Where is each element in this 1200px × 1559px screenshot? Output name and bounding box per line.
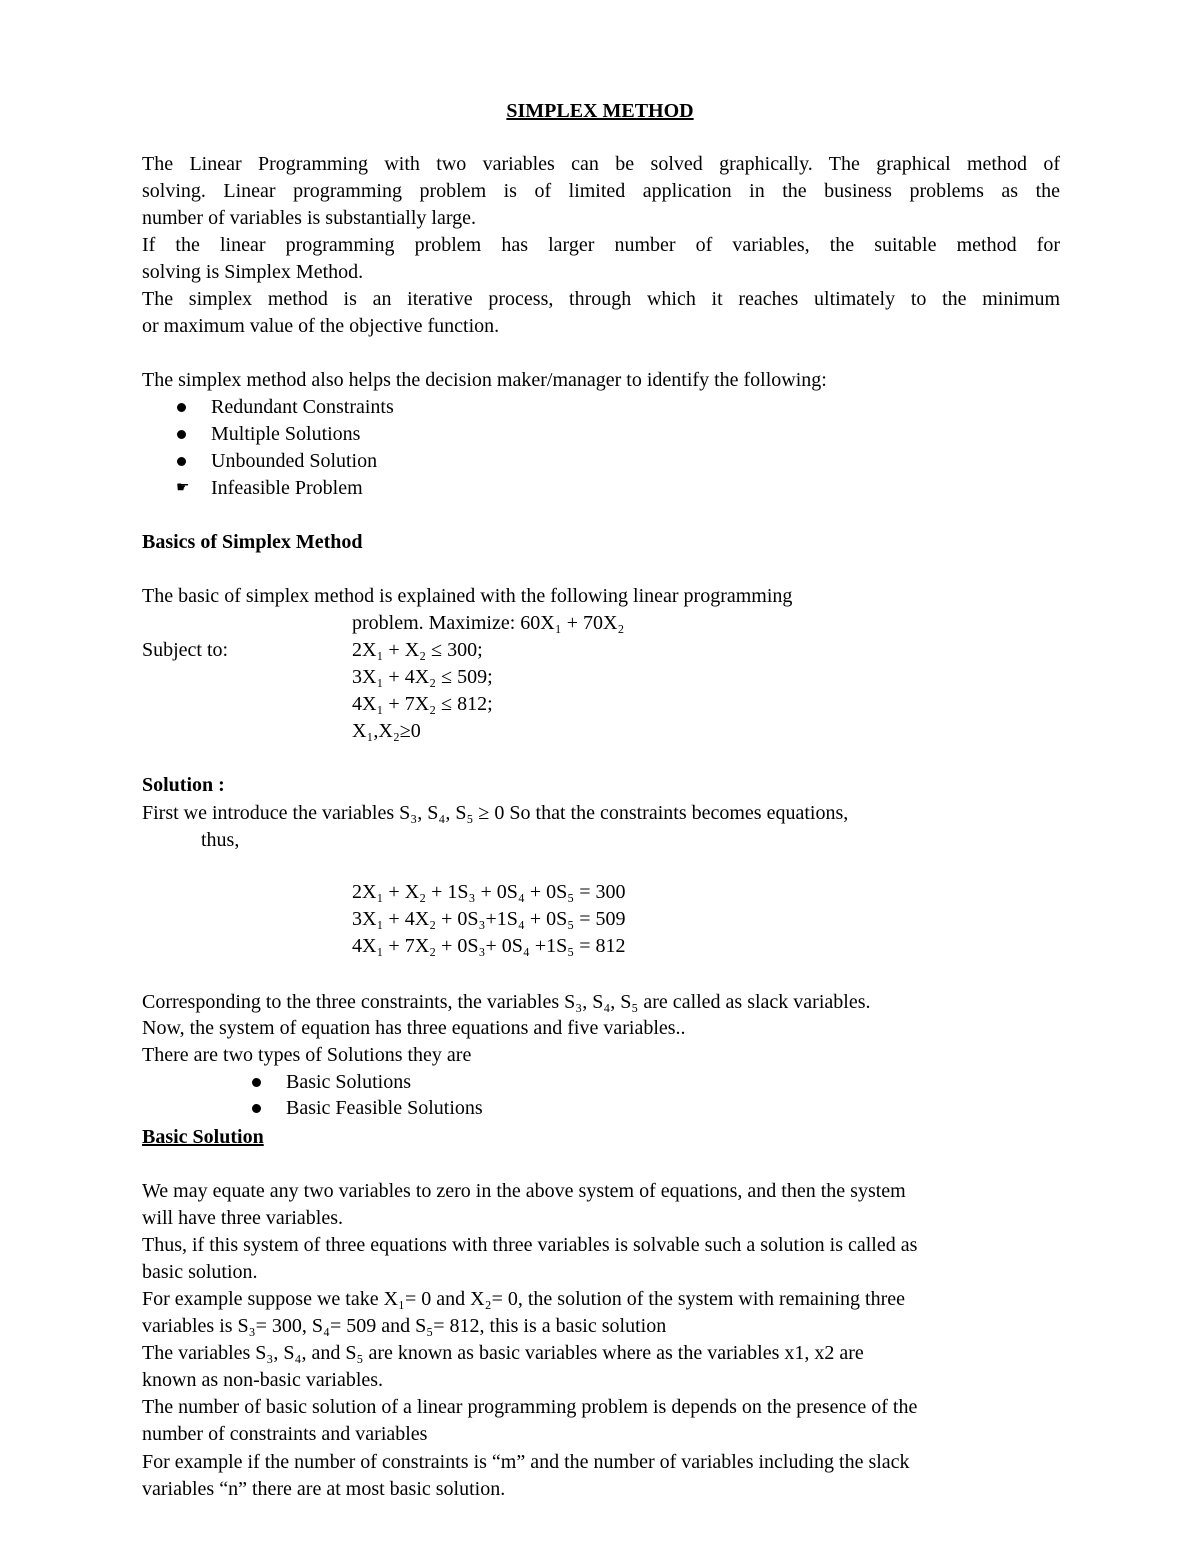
basic-solution-line: will have three variables. <box>142 1207 344 1229</box>
constraint: 2X₁ + X₂ ≤ 300; <box>352 639 483 661</box>
solution-line: thus, <box>201 829 240 851</box>
bullet-dot-icon <box>177 457 186 466</box>
identify-lead: The simplex method also helps the decision maker/manager to identify the following: <box>142 369 827 391</box>
basic-solution-line: number of constraints and variables <box>142 1423 428 1445</box>
section-heading: Basics of Simplex Method <box>142 531 363 553</box>
bullet-dot-icon <box>252 1104 261 1113</box>
basic-solution-line: The variables S₃, S₄, and S₅ are known as basic variables where as the variables x1, x2 are <box>142 1342 864 1364</box>
equation: 4X₁ + 7X₂ + 0S₃+ 0S₄ +1S₅ = 812 <box>352 935 626 957</box>
basic-solution-line: For example suppose we take X₁= 0 and X₂= 0, the solution of the system with remaining three <box>142 1288 906 1310</box>
bullet-dot-icon <box>252 1078 261 1087</box>
list-item: Basic Feasible Solutions <box>286 1097 483 1119</box>
basic-solution-line: variables “n” there are at most basic solution. <box>142 1478 506 1500</box>
section-heading: Basic Solution <box>142 1126 264 1148</box>
constraint: 3X₁ + 4X₂ ≤ 509; <box>352 666 493 688</box>
section-heading: Solution : <box>142 774 225 796</box>
intro-line: solving. Linear programming problem is of limited application in the business problems as the <box>142 180 1060 202</box>
bullet-dot-icon <box>177 403 186 412</box>
intro-line: number of variables is substantially large. <box>142 207 476 229</box>
basics-line: The basic of simplex method is explained with the following linear programming <box>142 585 793 607</box>
subject-to-label: Subject to: <box>142 639 229 661</box>
page-title: SIMPLEX METHOD <box>506 100 694 122</box>
intro-line: If the linear programming problem has larger number of variables, the suitable method for <box>142 234 1060 256</box>
basic-solution-line: basic solution. <box>142 1261 258 1283</box>
constraint: X₁,X₂≥0 <box>352 720 421 742</box>
solution-line: There are two types of Solutions they are <box>142 1044 472 1066</box>
list-item: Multiple Solutions <box>211 423 361 445</box>
equation: 3X₁ + 4X₂ + 0S₃+1S₄ + 0S₅ = 509 <box>352 908 626 930</box>
pointing-hand-icon: ☛ <box>176 480 190 496</box>
list-item: Redundant Constraints <box>211 396 394 418</box>
basic-solution-line: The number of basic solution of a linear programming problem is depends on the presence of the <box>142 1396 918 1418</box>
equation: 2X₁ + X₂ + 1S₃ + 0S₄ + 0S₅ = 300 <box>352 881 626 903</box>
solution-line: First we introduce the variables S₃, S₄, S₅ ≥ 0 So that the constraints becomes equations, <box>142 802 849 824</box>
objective-function: problem. Maximize: 60X₁ + 70X₂ <box>352 612 625 634</box>
intro-line: solving is Simplex Method. <box>142 261 364 283</box>
bullet-dot-icon <box>177 430 186 439</box>
basic-solution-line: For example if the number of constraints is “m” and the number of variables including the slack <box>142 1451 910 1473</box>
basic-solution-line: known as non-basic variables. <box>142 1369 384 1391</box>
solution-line: Now, the system of equation has three equations and five variables.. <box>142 1017 686 1039</box>
solution-line: Corresponding to the three constraints, the variables S₃, S₄, S₅ are called as slack variables. <box>142 991 871 1013</box>
constraint: 4X₁ + 7X₂ ≤ 812; <box>352 693 493 715</box>
intro-line: The simplex method is an iterative process, through which it reaches ultimately to the minimum <box>142 288 1060 310</box>
intro-line: or maximum value of the objective function. <box>142 315 500 337</box>
basic-solution-line: We may equate any two variables to zero in the above system of equations, and then the system <box>142 1180 906 1202</box>
list-item: Unbounded Solution <box>211 450 378 472</box>
basic-solution-line: Thus, if this system of three equations with three variables is solvable such a solution is called as <box>142 1234 918 1256</box>
list-item: Basic Solutions <box>286 1071 412 1093</box>
basic-solution-line: variables is S₃= 300, S₄= 509 and S₅= 812, this is a basic solution <box>142 1315 667 1337</box>
list-item: Infeasible Problem <box>211 477 363 499</box>
intro-line: The Linear Programming with two variables can be solved graphically. The graphical method of <box>142 153 1060 175</box>
